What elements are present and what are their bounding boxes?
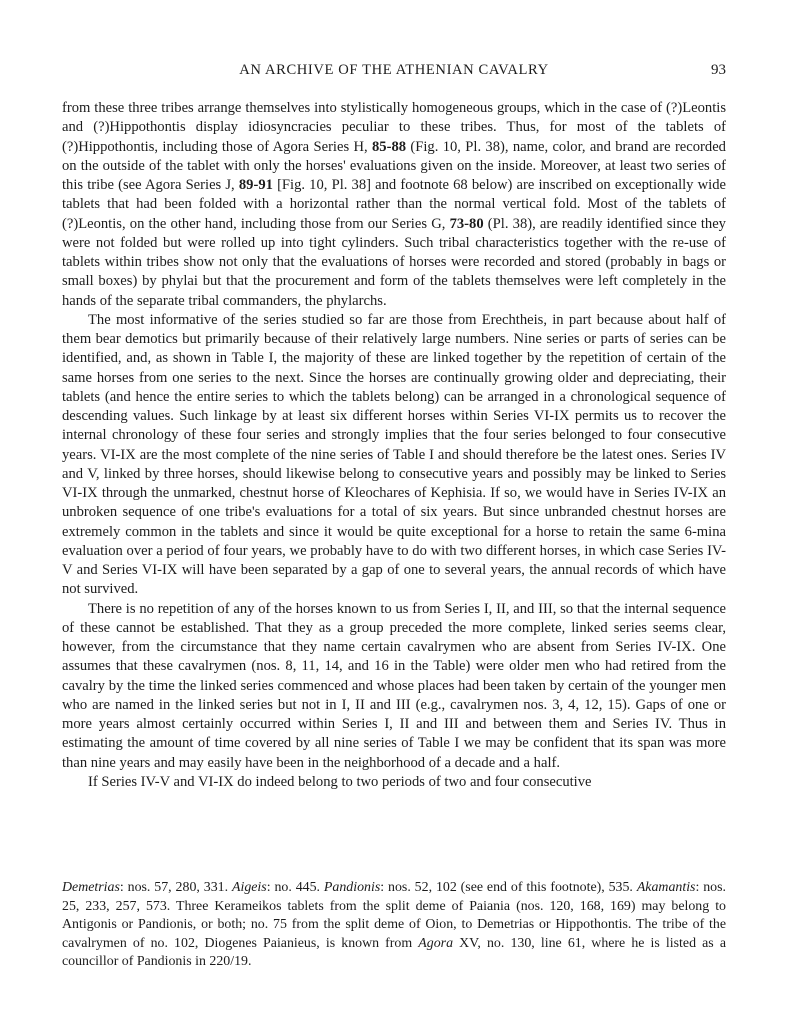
tribe-name: Pandionis (323, 880, 381, 895)
paragraph-3: There is no repetition of any of the horses known to us from Series I, II, and III, so that the internal sequence of these cannot be established. That they as a group preceded the more complete, linked series seems clear, however, from the circumstance that they name certain cavalrymen who are absent from Series IV-IX. One assumes that these cavalrymen (nos. 8, 11, 14, and 16 in the Table) were older men who had retired from the cavalry by the time the linked series commenced and whose places had been taken by certain of the younger men who are named in the linked series but not in I, II and III (e.g., cavalrymen nos. 3, 4, 12, 15). Gaps of one or more years almost certainly occurred within Series I, II and III and between them and Series IV. Thus in estimating the amount of time covered by all nine series of Table I we may be confident that its span was more than nine years and may easily have been in the neighborhood of a decade and a half. (62, 600, 726, 771)
tribe-name: Demetrias (62, 880, 120, 895)
page-header (62, 62, 726, 82)
tribe-name: Aigeis (231, 880, 267, 895)
catalog-ref: 85-88 (372, 138, 407, 155)
paragraph-2: The most informative of the series studied so far are those from Erechtheis, in part because about half of them bear demotics but primarily because of their relatively large numbers. Nine series or parts of series can be identified, and, as shown in Table I, the majority of these are linked together by the repetition of certain of the same horses from one series to the next. Since the horses are continually growing older and depreciating, their tablets (and hence the entire series to which the tablets belong) can be arranged in a chronological sequence of descending values. Such linkage by at least six different horses within Series VI-IX permits us to recover the internal chronology of these four series and strongly implies that the four series belonged to four consecutive years. VI-IX are the most complete of the nine series of Table I and should therefore be the latest ones. Series IV and V, linked by three horses, should likewise belong to consecutive years and possibly may be linked to Series VI-IX through the unmarked, chestnut horse of Kleochares of Kephisia. If so, we would have in Series IV-IX an unbroken sequence of one tribe's evaluations for a total of six years. But since unbranded chestnut horses are extremely common in the tablets and since it would be quite exceptional for a horse to retain the same 6-mina evaluation over a period of four years, we probably have to do with two different horses, in which case Series IV-V and Series VI-IX will have been separated by a gap of one to several years, the annual records of which have not survived. (62, 311, 726, 598)
catalog-ref: 89-91 (238, 177, 273, 193)
body-text (62, 99, 726, 792)
tribe-name: Akamantis (636, 880, 696, 895)
footnote: Demetrias: nos. 57, 280, 331. Aigeis: no. 445. Pandionis: nos. 52, 102 (see end of this footnote), 535. Akamantis: nos. 25, 233, 257, 573. Three Kerameikos tablets from the split deme of Paiania (nos. 120, 168, 169) may belong to Antigonis or Pandionis, or both; no. 75 from the split deme of Oion, to Demetrias or Hippothontis. The tribe of the cavalrymen of no. 102, Diogenes Paianieus, is known from Agora XV, no. 130, line 61, where he is listed as a councillor of Pandionis in 220/19. (62, 880, 726, 970)
running-title: AN ARCHIVE OF THE ATHENIAN CAVALRY (239, 62, 549, 78)
catalog-ref: 73-80 (449, 215, 484, 232)
page-number: 93 (711, 62, 726, 78)
paragraph-1: from these three tribes arrange themselves into stylistically homogeneous groups, which in the case of (?)Leontis and (?)Hippothontis display idiosyncracies peculiar to these tribes. Thus, for most of the tablets of (?)Hippothontis, including those of Agora Series H, 85-88 (Fig. 10, Pl. 38), name, color, and brand are recorded on the outside of the tablet with only the horses' evaluations given on the inside. Moreover, at least two series of this tribe (see Agora Series J, 89-91 [Fig. 10, Pl. 38] and footnote 68 below) are inscribed on exceptionally wide tablets that had been folded with a horizontal rather than the normal vertical fold. Most of the tablets of (?)Leontis, on the other hand, including those from our Series G, 73-80 (Pl. 38), are readily identified since they were not folded but were rolled up into tight cylinders. Such tribal characteristics together with the re-use of tablets within tribes show not only that the evaluations of horses were recorded and stored (probably in bags or small boxes) by phylai but that the procurement and form of the tablets themselves were left completely in the hands of the separate tribal commanders, the phylarchs. (62, 100, 726, 309)
publication-title: Agora (418, 935, 454, 951)
paragraph-4: If Series IV-V and VI-IX do indeed belong to two periods of two and four consecutive (88, 773, 592, 790)
